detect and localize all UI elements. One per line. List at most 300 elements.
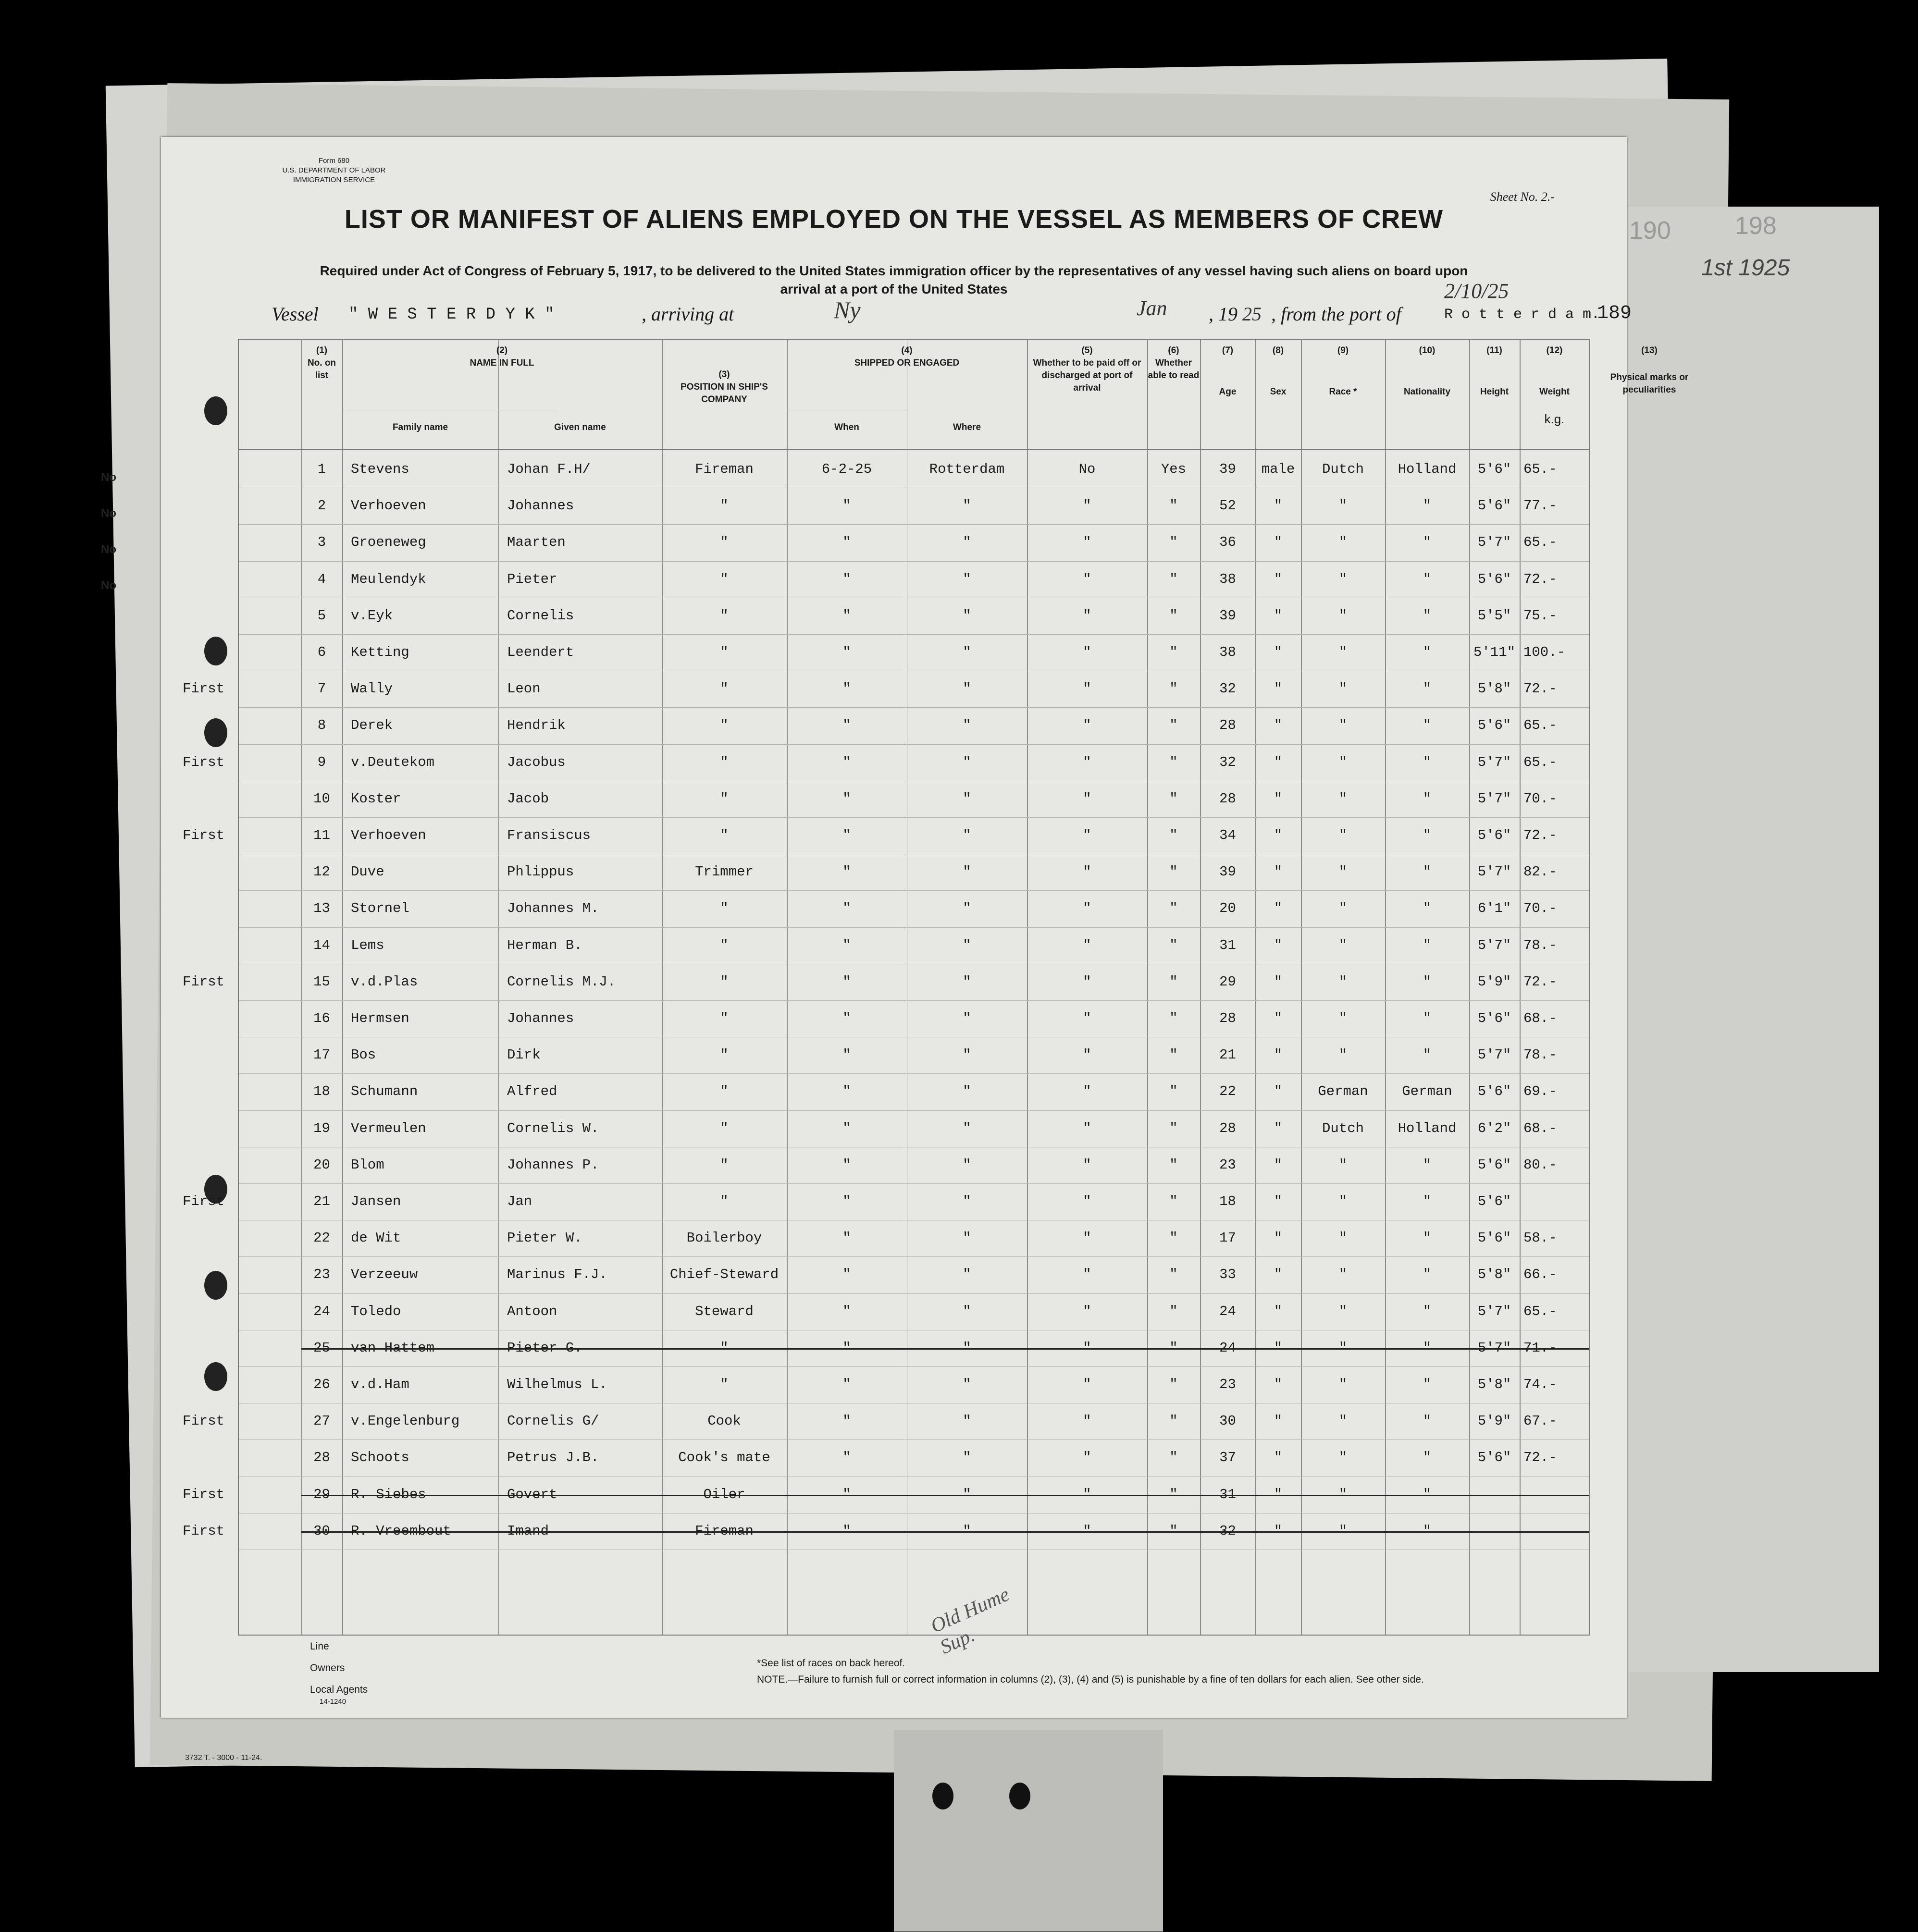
row-age: 32 bbox=[1219, 1523, 1236, 1539]
row-position: Trimmer bbox=[695, 864, 754, 880]
row-position: Fireman bbox=[695, 461, 754, 477]
row-paid: " bbox=[1083, 1377, 1091, 1392]
row-sex: " bbox=[1274, 1230, 1283, 1246]
row-position: Oiler bbox=[703, 1486, 745, 1502]
row-nationality: " bbox=[1423, 1486, 1432, 1502]
row-no: 21 bbox=[313, 1194, 330, 1209]
row-sex: " bbox=[1274, 973, 1283, 990]
agents-code: 14-1240 bbox=[320, 1698, 346, 1706]
row-read: " bbox=[1169, 571, 1178, 587]
page-subtitle: Required under Act of Congress of February 5, 1917, to be delivered to the United States immigration officer by the representatives of any vessel having such aliens on board upon arrival at a port of the United States bbox=[320, 263, 1468, 296]
row-race: " bbox=[1338, 1450, 1348, 1466]
from-port: R o t t e r d a m. bbox=[1444, 307, 1600, 323]
row-height: 5'7" bbox=[1477, 1303, 1511, 1319]
row-family: Wally bbox=[351, 681, 393, 697]
row-position: " bbox=[720, 607, 729, 624]
row-no: 19 bbox=[313, 1120, 330, 1136]
row-race: " bbox=[1338, 534, 1348, 551]
row-sex: " bbox=[1274, 571, 1283, 587]
row-prefix bbox=[167, 1256, 224, 1293]
row-position: Boilerboy bbox=[686, 1230, 762, 1246]
row-no: 24 bbox=[313, 1303, 330, 1319]
row-read: " bbox=[1169, 1523, 1178, 1539]
row-paid: " bbox=[1083, 1047, 1091, 1063]
row-race: " bbox=[1338, 1523, 1348, 1539]
row-age: 39 bbox=[1219, 864, 1236, 880]
row-family: Bos bbox=[351, 1047, 376, 1063]
row-where: " bbox=[963, 571, 971, 587]
row-weight: 70.- bbox=[1523, 900, 1557, 917]
row-prefix bbox=[167, 781, 224, 817]
row-position: " bbox=[720, 1157, 729, 1173]
row-height: 5'6" bbox=[1477, 1010, 1511, 1026]
row-age: 38 bbox=[1219, 644, 1236, 660]
row-position: " bbox=[720, 644, 729, 660]
row-age: 22 bbox=[1219, 1083, 1236, 1100]
row-no: 11 bbox=[313, 827, 330, 843]
col-where-header: Where bbox=[953, 422, 981, 432]
row-paid: " bbox=[1083, 1230, 1091, 1246]
row-prefix bbox=[167, 1073, 224, 1110]
row-race: " bbox=[1338, 864, 1348, 880]
row-read: " bbox=[1169, 1377, 1178, 1392]
row-when: " bbox=[842, 1267, 851, 1283]
row-race: " bbox=[1338, 827, 1348, 843]
row-height: 5'6" bbox=[1477, 717, 1511, 734]
row-where: " bbox=[963, 1157, 971, 1173]
row-height: 5'6" bbox=[1477, 1083, 1511, 1100]
row-read: " bbox=[1169, 717, 1178, 734]
row-no: 2 bbox=[317, 498, 326, 514]
row-given: Leendert bbox=[507, 644, 574, 660]
row-when: " bbox=[842, 571, 851, 587]
vessel-label: Vessel bbox=[272, 303, 319, 325]
row-given: Pieter bbox=[507, 571, 557, 587]
row-when: " bbox=[842, 1120, 851, 1136]
row-sex: " bbox=[1274, 900, 1283, 917]
row-race: " bbox=[1338, 644, 1348, 660]
row-family: Stevens bbox=[351, 461, 409, 477]
row-position: " bbox=[720, 1340, 729, 1356]
row-sex: " bbox=[1274, 1194, 1283, 1209]
row-no: 26 bbox=[313, 1377, 330, 1392]
col-name-header: (2) NAME IN FULL bbox=[470, 345, 534, 368]
row-age: 21 bbox=[1219, 1047, 1236, 1063]
row-height: 5'8" bbox=[1477, 1267, 1511, 1283]
row-nationality: " bbox=[1423, 1047, 1432, 1063]
row-position: " bbox=[720, 937, 729, 953]
strike-through-line bbox=[301, 1348, 1589, 1350]
row-prefix bbox=[167, 598, 224, 634]
row-height: 5'6" bbox=[1477, 571, 1511, 587]
row-age: 28 bbox=[1219, 1120, 1236, 1136]
row-given: Phlippus bbox=[507, 864, 574, 880]
row-height: 5'8" bbox=[1477, 1377, 1511, 1392]
row-given: Jacob bbox=[507, 790, 549, 807]
row-nationality: " bbox=[1423, 1267, 1432, 1283]
row-weight: 78.- bbox=[1523, 1047, 1557, 1063]
row-paid: " bbox=[1083, 1194, 1091, 1209]
row-read: " bbox=[1169, 864, 1178, 880]
row-position: " bbox=[720, 754, 729, 770]
row-family: Koster bbox=[351, 790, 401, 807]
row-weight: 72.- bbox=[1523, 827, 1557, 843]
row-race: " bbox=[1338, 900, 1348, 917]
col-given-header: Given name bbox=[554, 422, 606, 432]
row-sex: " bbox=[1274, 864, 1283, 880]
row-weight: 70.- bbox=[1523, 790, 1557, 807]
row-nationality: " bbox=[1423, 571, 1432, 587]
row-read: " bbox=[1169, 498, 1178, 514]
row-height: 5'6" bbox=[1477, 1157, 1511, 1173]
row-height: 5'5" bbox=[1477, 607, 1511, 624]
row-when: " bbox=[842, 1047, 851, 1063]
row-family: Derek bbox=[351, 717, 393, 734]
row-nationality: " bbox=[1423, 1303, 1432, 1319]
row-age: 24 bbox=[1219, 1340, 1236, 1356]
row-read: " bbox=[1169, 607, 1178, 624]
row-where: " bbox=[963, 607, 971, 624]
line-label: Line bbox=[310, 1641, 329, 1652]
row-paid: " bbox=[1083, 607, 1091, 624]
row-nationality: " bbox=[1423, 790, 1432, 807]
row-age: 23 bbox=[1219, 1377, 1236, 1392]
row-sex: " bbox=[1274, 1377, 1283, 1392]
row-age: 36 bbox=[1219, 534, 1236, 551]
col-when-header: When bbox=[834, 422, 859, 432]
row-paid: " bbox=[1083, 973, 1091, 990]
row-height: 5'11" bbox=[1473, 644, 1515, 660]
row-paid: " bbox=[1083, 1120, 1091, 1136]
row-family: de Wit bbox=[351, 1230, 401, 1246]
row-no: 20 bbox=[313, 1157, 330, 1173]
row-family: v.Engelenburg bbox=[351, 1413, 460, 1429]
row-where: Rotterdam bbox=[929, 461, 1005, 477]
row-where: " bbox=[963, 1303, 971, 1319]
row-weight: 65.- bbox=[1523, 534, 1557, 551]
stamp-date: 2/10/25 bbox=[1444, 279, 1509, 303]
row-race: " bbox=[1338, 1230, 1348, 1246]
row-position: " bbox=[720, 681, 729, 697]
row-height: 5'6" bbox=[1477, 1450, 1511, 1466]
row-age: 33 bbox=[1219, 1267, 1236, 1283]
row-sex: " bbox=[1274, 1486, 1283, 1502]
row-race: " bbox=[1338, 754, 1348, 770]
row-read: " bbox=[1169, 1413, 1178, 1429]
row-family: R. Vreembout bbox=[351, 1523, 451, 1539]
row-prefix: First bbox=[182, 1523, 224, 1539]
row-read: " bbox=[1169, 1303, 1178, 1319]
row-paid: " bbox=[1083, 827, 1091, 843]
row-given: Cornelis W. bbox=[507, 1120, 599, 1136]
row-no: 5 bbox=[317, 607, 326, 624]
row-prefix bbox=[167, 634, 224, 671]
row-when: " bbox=[842, 1230, 851, 1246]
row-prefix bbox=[167, 488, 224, 524]
row-position: " bbox=[720, 790, 729, 807]
row-no: 9 bbox=[317, 754, 326, 770]
row-where: " bbox=[963, 534, 971, 551]
row-paid: " bbox=[1083, 1413, 1091, 1429]
row-read: " bbox=[1169, 1450, 1178, 1466]
row-age: 31 bbox=[1219, 937, 1236, 953]
row-position: " bbox=[720, 1083, 729, 1100]
row-nationality: Holland bbox=[1398, 1120, 1457, 1136]
stub-hole bbox=[1009, 1783, 1030, 1809]
row-race: " bbox=[1338, 790, 1348, 807]
row-nationality: " bbox=[1423, 1010, 1432, 1026]
col-race-header: (9) Race * bbox=[1329, 345, 1357, 397]
row-race: " bbox=[1338, 1377, 1348, 1392]
row-height: 5'8" bbox=[1477, 681, 1511, 697]
row-when: " bbox=[842, 754, 851, 770]
row-when: " bbox=[842, 1486, 851, 1502]
row-prefix: First bbox=[182, 827, 224, 843]
row-no: 23 bbox=[313, 1267, 330, 1283]
row-given: Pieter W. bbox=[507, 1230, 582, 1246]
row-nationality: " bbox=[1423, 864, 1432, 880]
row-prefix bbox=[167, 1440, 224, 1476]
service: IMMIGRATION SERVICE bbox=[293, 176, 375, 184]
row-no: 6 bbox=[317, 644, 326, 660]
row-read: " bbox=[1169, 973, 1178, 990]
row-sex: " bbox=[1274, 1267, 1283, 1283]
row-weight: 100.- bbox=[1523, 644, 1566, 660]
row-read: " bbox=[1169, 827, 1178, 843]
row-age: 34 bbox=[1219, 827, 1236, 843]
row-read: " bbox=[1169, 790, 1178, 807]
col-no-header: (1) No. on list bbox=[307, 345, 336, 381]
row-read: " bbox=[1169, 1010, 1178, 1026]
row-paid: " bbox=[1083, 717, 1091, 734]
row-weight: 80.- bbox=[1523, 1157, 1557, 1173]
row-nationality: " bbox=[1423, 1413, 1432, 1429]
row-family: Schoots bbox=[351, 1450, 409, 1466]
row-no: 17 bbox=[313, 1047, 330, 1063]
owners-label: Owners bbox=[310, 1662, 345, 1674]
row-paid: " bbox=[1083, 1486, 1091, 1502]
row-age: 38 bbox=[1219, 571, 1236, 587]
row-family: Blom bbox=[351, 1157, 384, 1173]
row-age: 28 bbox=[1219, 790, 1236, 807]
row-age: 52 bbox=[1219, 498, 1236, 514]
row-read: " bbox=[1169, 937, 1178, 953]
form-number: Form 680 bbox=[318, 157, 350, 165]
row-race: " bbox=[1338, 1303, 1348, 1319]
row-prefix bbox=[167, 1037, 224, 1073]
col-age-header: (7) Age bbox=[1219, 345, 1237, 397]
row-age: 24 bbox=[1219, 1303, 1236, 1319]
row-sex: " bbox=[1274, 1083, 1283, 1100]
row-weight: 72.- bbox=[1523, 571, 1557, 587]
row-where: " bbox=[963, 1486, 971, 1502]
row-race: " bbox=[1338, 1486, 1348, 1502]
row-when: " bbox=[842, 1413, 851, 1429]
row-given: Jacobus bbox=[507, 754, 566, 770]
row-sex: " bbox=[1274, 1010, 1283, 1026]
form-block bbox=[257, 156, 411, 185]
row-when: " bbox=[842, 1340, 851, 1356]
row-height: 5'7" bbox=[1477, 1047, 1511, 1063]
row-when: " bbox=[842, 864, 851, 880]
row-sex: " bbox=[1274, 1047, 1283, 1063]
col-position-header: (3) POSITION IN SHIP'S COMPANY bbox=[681, 369, 768, 405]
row-height: 5'6" bbox=[1477, 1230, 1511, 1246]
row-given: Marinus F.J. bbox=[507, 1267, 607, 1283]
under-no-4: No bbox=[101, 579, 116, 592]
row-race: " bbox=[1338, 1157, 1348, 1173]
row-sex: " bbox=[1274, 681, 1283, 697]
row-age: 28 bbox=[1219, 1010, 1236, 1026]
row-prefix bbox=[167, 561, 224, 598]
row-no: 10 bbox=[313, 790, 330, 807]
row-weight: 78.- bbox=[1523, 937, 1557, 953]
row-prefix bbox=[167, 1000, 224, 1037]
row-age: 31 bbox=[1219, 1486, 1236, 1502]
row-race: " bbox=[1338, 973, 1348, 990]
row-where: " bbox=[963, 937, 971, 953]
row-when: " bbox=[842, 681, 851, 697]
row-given: Johannes P. bbox=[507, 1157, 599, 1173]
row-when: " bbox=[842, 1157, 851, 1173]
row-no: 14 bbox=[313, 937, 330, 953]
row-given: Cornelis M.J. bbox=[507, 973, 616, 990]
row-read: " bbox=[1169, 1486, 1178, 1502]
row-read: " bbox=[1169, 644, 1178, 660]
row-nationality: " bbox=[1423, 754, 1432, 770]
row-given: Johannes bbox=[507, 1010, 574, 1026]
row-prefix bbox=[167, 1293, 224, 1330]
row-family: Meulendyk bbox=[351, 571, 426, 587]
row-nationality: " bbox=[1423, 1523, 1432, 1539]
row-position: " bbox=[720, 827, 729, 843]
row-position: " bbox=[720, 534, 729, 551]
manifest-table bbox=[182, 339, 1689, 1636]
row-given: Pieter G. bbox=[507, 1340, 582, 1356]
row-sex: " bbox=[1274, 790, 1283, 807]
row-weight: 74.- bbox=[1523, 1377, 1557, 1392]
strike-through-line bbox=[301, 1495, 1589, 1496]
row-no: 15 bbox=[313, 973, 330, 990]
row-family: R. Siebes bbox=[351, 1486, 426, 1502]
row-where: " bbox=[963, 973, 971, 990]
row-given: Johannes M. bbox=[507, 900, 599, 917]
row-read: " bbox=[1169, 1120, 1178, 1136]
row-sex: " bbox=[1274, 534, 1283, 551]
row-when: 6-2-25 bbox=[821, 461, 872, 477]
under-no-2: No bbox=[101, 507, 116, 520]
row-weight: 75.- bbox=[1523, 607, 1557, 624]
row-race: " bbox=[1338, 1413, 1348, 1429]
row-given: Dirk bbox=[507, 1047, 541, 1063]
row-weight: 82.- bbox=[1523, 864, 1557, 880]
row-position: Cook's mate bbox=[678, 1450, 770, 1466]
row-family: v.Deutekom bbox=[351, 754, 435, 770]
row-when: " bbox=[842, 534, 851, 551]
row-height: 6'2" bbox=[1477, 1120, 1511, 1136]
row-nationality: " bbox=[1423, 1194, 1432, 1209]
col-shipped-header: (4) SHIPPED OR ENGAGED bbox=[854, 345, 960, 368]
row-position: " bbox=[720, 1010, 729, 1026]
row-family: van Hattem bbox=[351, 1340, 435, 1356]
row-given: Fransiscus bbox=[507, 827, 591, 843]
under-no-3: No bbox=[101, 543, 116, 556]
row-no: 7 bbox=[317, 681, 326, 697]
row-where: " bbox=[963, 498, 971, 514]
row-paid: " bbox=[1083, 1523, 1091, 1539]
row-weight: 65.- bbox=[1523, 461, 1557, 477]
row-when: " bbox=[842, 900, 851, 917]
row-given: Wilhelmus L. bbox=[507, 1377, 607, 1392]
row-paid: " bbox=[1083, 681, 1091, 697]
row-read: " bbox=[1169, 754, 1178, 770]
row-age: 39 bbox=[1219, 607, 1236, 624]
row-paid: " bbox=[1083, 790, 1091, 807]
row-position: " bbox=[720, 900, 729, 917]
agents-label: Local Agents bbox=[310, 1684, 368, 1695]
row-no: 16 bbox=[313, 1010, 330, 1026]
row-race: Dutch bbox=[1322, 1120, 1364, 1136]
row-where: " bbox=[963, 1450, 971, 1466]
row-height: 5'6" bbox=[1477, 498, 1511, 514]
row-age: 28 bbox=[1219, 717, 1236, 734]
under-date: 1st 1925 bbox=[1701, 255, 1790, 281]
row-nationality: " bbox=[1423, 973, 1432, 990]
row-weight: 68.- bbox=[1523, 1010, 1557, 1026]
row-race: " bbox=[1338, 1194, 1348, 1209]
row-family: Ketting bbox=[351, 644, 409, 660]
row-weight: 72.- bbox=[1523, 681, 1557, 697]
underlying-sheet-right bbox=[1610, 207, 1879, 1672]
row-race: " bbox=[1338, 1010, 1348, 1026]
row-age: 30 bbox=[1219, 1413, 1236, 1429]
row-age: 37 bbox=[1219, 1450, 1236, 1466]
row-no: 28 bbox=[313, 1450, 330, 1466]
row-race: " bbox=[1338, 937, 1348, 953]
row-height: 5'7" bbox=[1477, 754, 1511, 770]
row-where: " bbox=[963, 754, 971, 770]
row-family: Schumann bbox=[351, 1083, 418, 1100]
vessel-name: " W E S T E R D Y K " bbox=[348, 306, 555, 324]
fine-note: NOTE.—Failure to furnish full or correct information in columns (2), (3), (4) and (5) is punishable by a fine of ten dollars for each alien. See other side. bbox=[757, 1674, 1424, 1685]
row-sex: " bbox=[1274, 1120, 1283, 1136]
row-position: " bbox=[720, 973, 729, 990]
line-number: 189 bbox=[1596, 303, 1632, 324]
row-prefix bbox=[167, 451, 224, 488]
row-no: 30 bbox=[313, 1523, 330, 1539]
row-paid: " bbox=[1083, 1303, 1091, 1319]
strike-through-line bbox=[301, 1531, 1589, 1533]
row-paid: " bbox=[1083, 1450, 1091, 1466]
row-sex: " bbox=[1274, 1303, 1283, 1319]
row-no: 8 bbox=[317, 717, 326, 734]
row-weight: 68.- bbox=[1523, 1120, 1557, 1136]
row-nationality: " bbox=[1423, 1377, 1432, 1392]
col-nationality-header: (10) Nationality bbox=[1403, 345, 1451, 397]
col-marks-header: (13) Physical marks or peculiarities bbox=[1610, 345, 1689, 395]
row-nationality: " bbox=[1423, 607, 1432, 624]
row-paid: " bbox=[1083, 1083, 1091, 1100]
row-age: 17 bbox=[1219, 1230, 1236, 1246]
row-no: 18 bbox=[313, 1083, 330, 1100]
row-prefix bbox=[167, 854, 224, 890]
row-when: " bbox=[842, 717, 851, 734]
row-nationality: Holland bbox=[1398, 461, 1457, 477]
row-where: " bbox=[963, 1230, 971, 1246]
row-paid: " bbox=[1083, 498, 1091, 514]
row-prefix bbox=[167, 1110, 224, 1147]
row-given: Imand bbox=[507, 1523, 549, 1539]
